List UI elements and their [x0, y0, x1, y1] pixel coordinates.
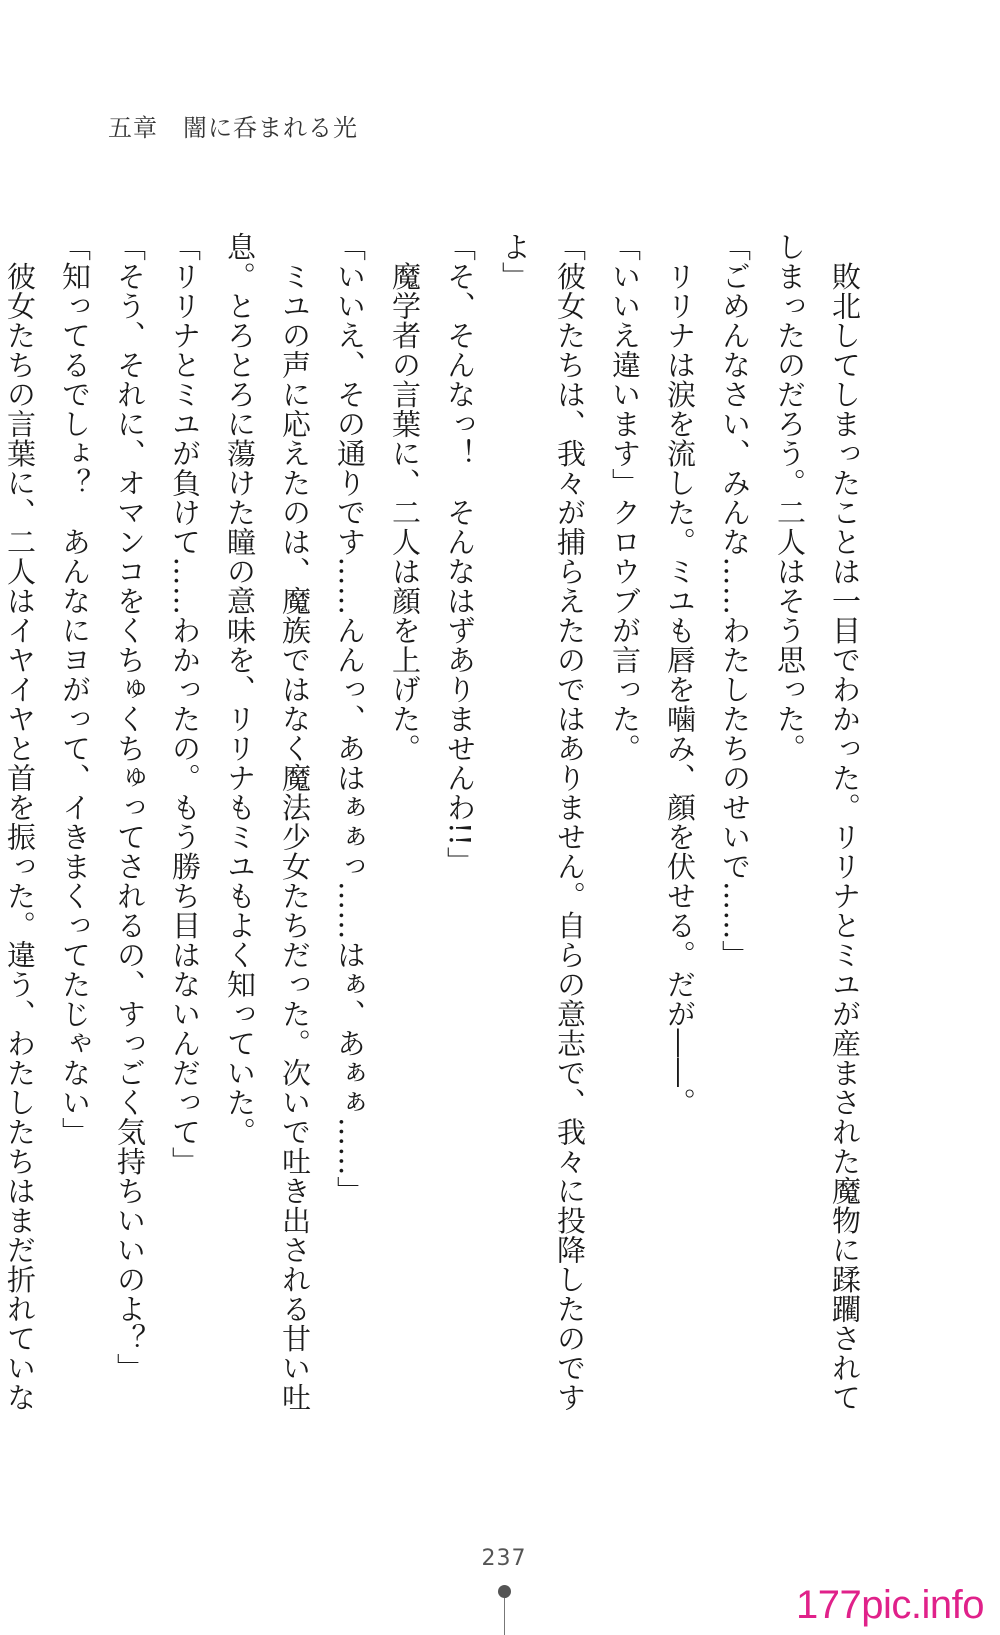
- text-line: 「そ、そんなっ！ そんなはずありませんわ!!」: [443, 232, 477, 876]
- text-line: 「いいえ違います」クロウブが言った。: [608, 232, 642, 763]
- text-line: 「リリナとミユが負けて……わかったの。もう勝ち目はないんだって」: [168, 232, 202, 1176]
- text-line: しまったのだろう。二人はそう思った。: [773, 232, 807, 763]
- text-line: 「そう、それに、オマンコをくちゅくちゅってされるの、すっごく気持ちいいのよ？」: [113, 232, 147, 1383]
- text-line: 魔学者の言葉に、二人は顔を上げた。: [388, 232, 422, 763]
- text-line: 敗北してしまったことは一目でわかった。リリナとミユが産まされた魔物に蹂躙されて: [828, 232, 862, 1412]
- text-line: 息。とろとろに蕩けた瞳の意味を、リリナもミユもよく知っていた。: [223, 232, 257, 1147]
- text-line: 「ごめんなさい、みんな……わたしたちのせいで……」: [718, 232, 752, 970]
- text-line: 「いいえ、その通りです……んんっ、あはぁぁっ……はぁ、あぁぁ……」: [333, 232, 367, 1206]
- text-line: よ」: [498, 232, 532, 291]
- text-line: 「彼女たちは、我々が捕らえたのではありません。自らの意志で、我々に投降したのです: [553, 232, 587, 1412]
- text-line: ミユの声に応えたのは、魔族ではなく魔法少女たちだった。次いで吐き出される甘い吐: [278, 232, 312, 1412]
- page-marker-line: [504, 1598, 505, 1635]
- chapter-title: 五章 闇に呑まれる光: [108, 114, 358, 142]
- page-marker-dot: [498, 1585, 511, 1598]
- text-line: リリナは涙を流した。ミユも唇を噛み、顔を伏せる。だが――。: [663, 232, 697, 1117]
- text-line: 彼女たちの言葉に、二人はイヤイヤと首を振った。違う、わたしたちはまだ折れていな: [3, 232, 37, 1412]
- page-number: 237: [481, 1546, 527, 1571]
- watermark: 177pic.info: [796, 1583, 984, 1627]
- body-text: [0, 232, 872, 1412]
- text-line: 「知ってるでしょ？ あんなにヨがって、イきまくってたじゃない」: [58, 232, 92, 1147]
